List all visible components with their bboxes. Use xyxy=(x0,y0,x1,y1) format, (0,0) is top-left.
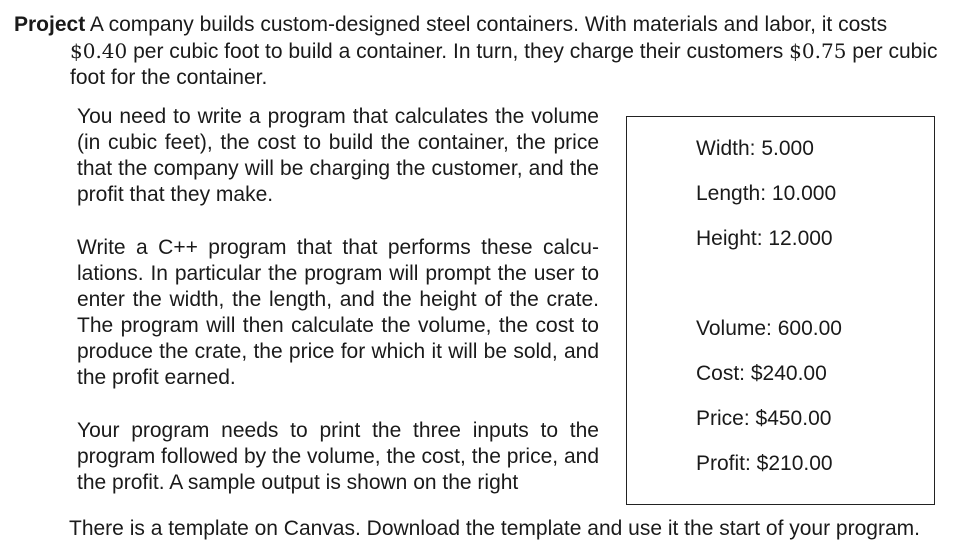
price-per-cubic-foot: $0.75 xyxy=(789,39,847,63)
intro-line-3: foot for the container. xyxy=(70,66,268,89)
cost-per-cubic-foot: $0.40 xyxy=(70,39,128,63)
paragraph-output: Your program needs to print the three inputs to the program followed by the volume, the cost, the price, and the profit. A sample output is shown on the right xyxy=(77,419,599,494)
sample-volume: Volume: 600.00 xyxy=(696,317,842,340)
paragraph-requirements: Write a C++ program that that performs these calculations. In particular the program will prompt the user to enter the width, the length, and the height of the crate. The program will then calculate the volume, the cost to produce the crate, the price for which it will be sold, and the profit earned. xyxy=(77,236,599,389)
intro-line-2-end: per cubic xyxy=(852,40,938,63)
paragraph-task: You need to write a program that calculates the volume (in cubic feet), the cost to build the container, the price that the company will be charging the customer, and the profit that they make. xyxy=(77,105,599,206)
intro-line-1-text: A company builds custom-designed steel containers. With materials and labor, it costs xyxy=(89,13,888,36)
sample-price: Price: $450.00 xyxy=(696,407,832,430)
sample-height: Height: 12.000 xyxy=(696,227,833,250)
sample-cost: Cost: $240.00 xyxy=(696,362,827,385)
sample-profit: Profit: $210.00 xyxy=(696,452,833,475)
project-label: Project xyxy=(14,13,86,36)
sample-width: Width: 5.000 xyxy=(696,137,814,160)
intro-line-2 xyxy=(14,38,959,65)
project-intro xyxy=(14,12,959,91)
instructions-column xyxy=(77,104,599,496)
intro-line-2-mid: per cubic foot to build a container. In turn, they charge their customers xyxy=(133,40,784,63)
intro-line-1 xyxy=(14,12,959,38)
sample-length: Length: 10.000 xyxy=(696,182,837,205)
footer-note: There is a template on Canvas. Download the template and use it the start of your program. xyxy=(69,517,920,540)
sample-output-box xyxy=(626,116,935,505)
